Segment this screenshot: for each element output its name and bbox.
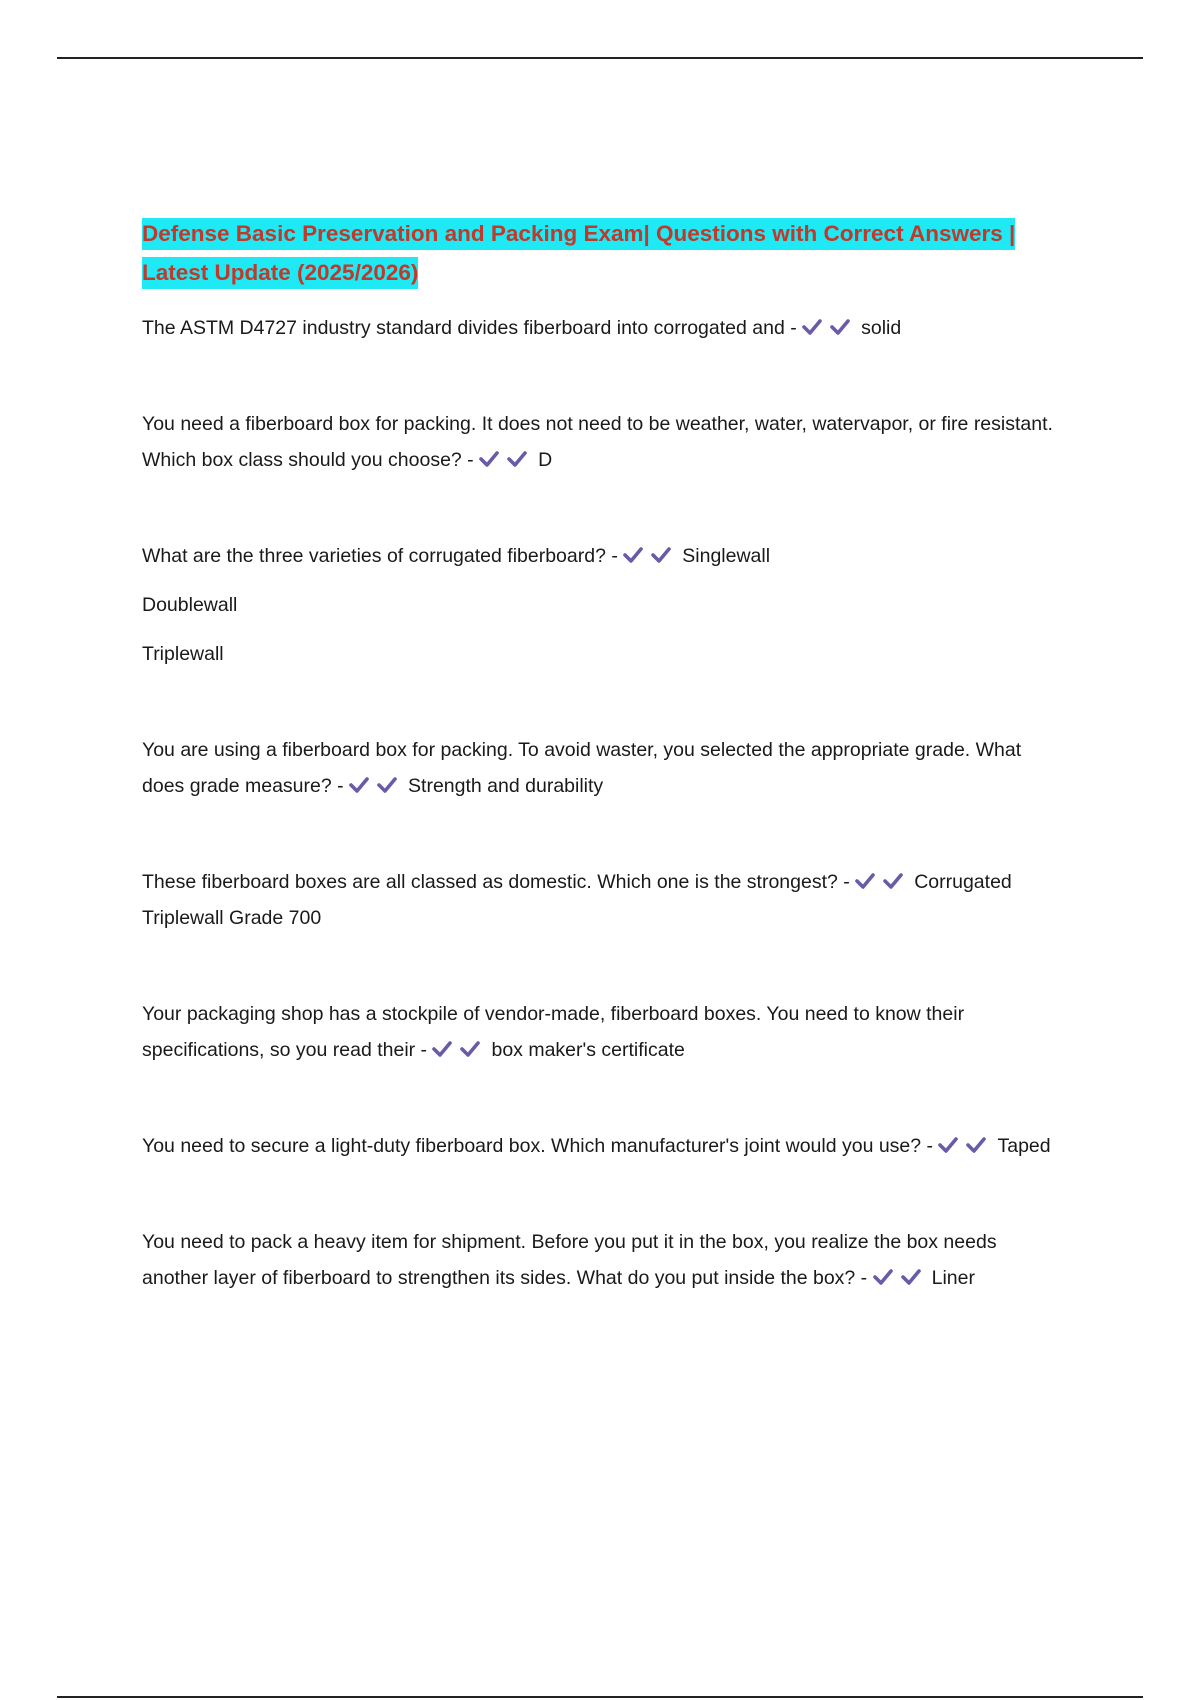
answer-text: box maker's certificate — [491, 1039, 685, 1061]
qa-list — [142, 310, 1062, 1296]
bottom-rule — [57, 1696, 1143, 1698]
check-mark-icon — [830, 317, 858, 337]
check-mark-icon — [651, 545, 679, 565]
qa-item — [142, 310, 1062, 346]
question-text: You need to pack a heavy item for shipment. Before you put it in the box, you realize the box needs another layer of fiberboard to strengthen its sides. What do you put inside the box? - — [142, 1231, 997, 1289]
document-body — [142, 214, 1062, 1296]
qa-item — [142, 538, 1062, 672]
qa-item — [142, 406, 1062, 478]
top-rule — [57, 57, 1143, 59]
question-text: You need a fiberboard box for packing. It does not need to be weather, water, watervapor, or fire resistant. Which box class should you choose? - — [142, 413, 1053, 471]
answer-text: Liner — [931, 1267, 975, 1289]
check-mark-icon — [873, 1267, 901, 1287]
check-mark-icon — [883, 871, 911, 891]
answer-text: solid — [861, 317, 902, 339]
question-text: What are the three varieties of corrugated fiberboard? - — [142, 545, 618, 567]
check-mark-icon — [432, 1039, 460, 1059]
check-mark-icon — [901, 1267, 929, 1287]
check-mark-icon — [349, 775, 377, 795]
question-text: The ASTM D4727 industry standard divides fiberboard into corrogated and - — [142, 317, 797, 339]
answer-text: D — [538, 449, 553, 471]
answer-text: Taped — [997, 1135, 1051, 1157]
check-mark-icon — [938, 1135, 966, 1155]
qa-item — [142, 1128, 1062, 1164]
answer-text: Singlewall — [682, 545, 771, 567]
qa-item — [142, 996, 1062, 1068]
answer-extra-line: Triplewall — [142, 643, 224, 665]
check-mark-icon — [507, 449, 535, 469]
check-mark-icon — [479, 449, 507, 469]
qa-item — [142, 732, 1062, 804]
document-title — [142, 214, 1062, 292]
answer-extra-line: Doublewall — [142, 594, 238, 616]
check-mark-icon — [623, 545, 651, 565]
qa-item — [142, 864, 1062, 936]
check-mark-icon — [802, 317, 830, 337]
question-text: You need to secure a light-duty fiberboard box. Which manufacturer's joint would you use? - — [142, 1135, 934, 1157]
question-text: Your packaging shop has a stockpile of vendor-made, fiberboard boxes. You need to know their specifications, so you read their - — [142, 1003, 965, 1061]
question-text: These fiberboard boxes are all classed as domestic. Which one is the strongest? - — [142, 871, 850, 893]
question-text: You are using a fiberboard box for packing. To avoid waster, you selected the appropriate grade. What does grade measure? - — [142, 739, 1022, 797]
answer-text: Strength and durability — [408, 775, 604, 797]
check-mark-icon — [377, 775, 405, 795]
check-mark-icon — [855, 871, 883, 891]
qa-item — [142, 1224, 1062, 1296]
answer-text: Corrugated Triplewall Grade 700 — [142, 871, 1012, 929]
title-highlight: Defense Basic Preservation and Packing Exam| Questions with Correct Answers | Latest Update (2025/2026) — [142, 218, 1015, 289]
check-mark-icon — [460, 1039, 488, 1059]
check-mark-icon — [966, 1135, 994, 1155]
